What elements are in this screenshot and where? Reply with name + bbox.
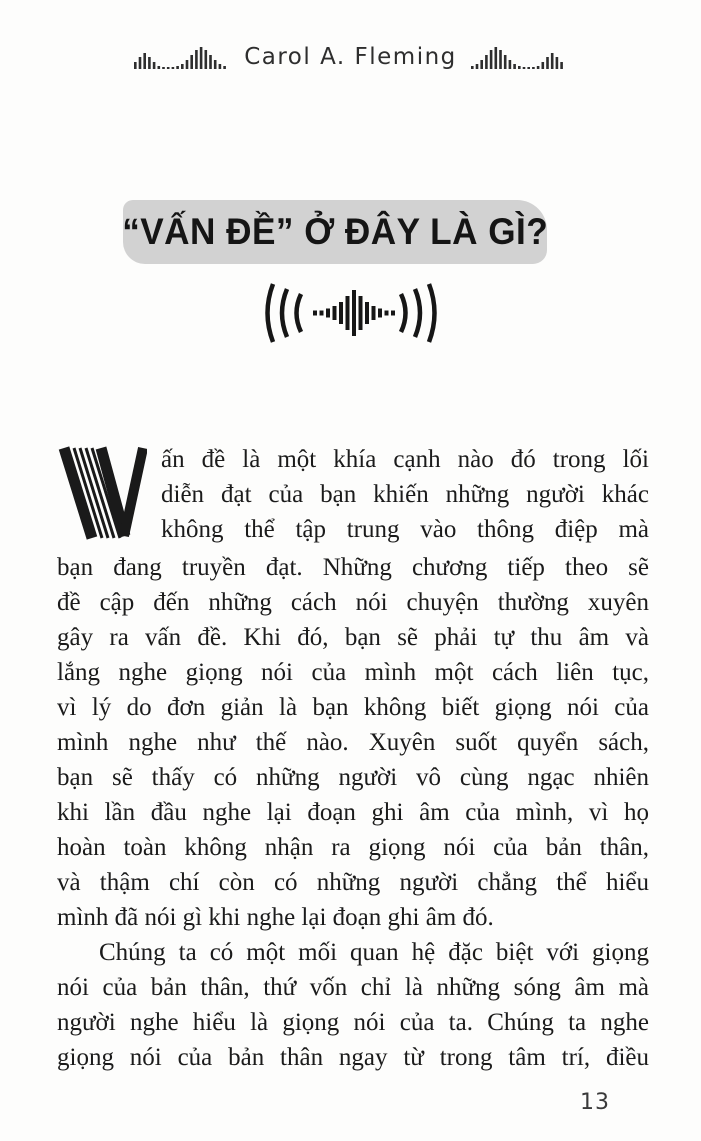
text-line: hoàn toàn không nhận ra giọng nói của bản thân, bbox=[57, 834, 649, 861]
text-line: không thể tập trung vào thông điệp mà bbox=[161, 516, 649, 543]
chapter-title: “VẤN ĐỀ” Ở ĐÂY LÀ GÌ? bbox=[122, 211, 549, 252]
dropcap-letter-v-icon bbox=[57, 446, 147, 550]
page-header bbox=[0, 44, 701, 70]
author-name: Carol A. Fleming bbox=[244, 44, 457, 70]
text-line: đề cập đến những cách nói chuyện thường xuyên bbox=[57, 589, 649, 616]
sound-wave-icon bbox=[0, 281, 701, 345]
text-line: lắng nghe giọng nói của mình một cách liên tục, bbox=[57, 659, 649, 686]
text-line: diễn đạt của bạn khiến những người khác bbox=[161, 481, 649, 508]
page-number: 13 bbox=[580, 1090, 610, 1115]
text-line: bạn đang truyền đạt. Những chương tiếp theo sẽ bbox=[57, 554, 649, 581]
text-line: Chúng ta có một mối quan hệ đặc biệt với giọng bbox=[99, 939, 649, 966]
text-line: khi lần đầu nghe lại đoạn ghi âm của mình, vì họ bbox=[57, 799, 649, 826]
text-line: nói của bản thân, thứ vốn chỉ là những sóng âm mà bbox=[57, 974, 649, 1001]
waveform-icon bbox=[134, 45, 230, 69]
body-text bbox=[57, 442, 649, 1075]
text-line: mình nghe như thế nào. Xuyên suốt quyển sách, bbox=[57, 729, 649, 756]
waveform-icon bbox=[471, 45, 567, 69]
dropcap-lines bbox=[161, 442, 649, 547]
chapter-title-banner bbox=[123, 200, 547, 264]
paragraph-opening bbox=[57, 442, 649, 550]
text-line: và thậm chí còn có những người chẳng thể hiểu bbox=[57, 869, 649, 896]
text-line: giọng nói của bản thân ngay từ trong tâm trí, điều bbox=[57, 1044, 649, 1071]
text-line: mình đã nói gì khi nghe lại đoạn ghi âm đó. bbox=[57, 904, 494, 931]
text-line: gây ra vấn đề. Khi đó, bạn sẽ phải tự thu âm và bbox=[57, 624, 649, 651]
text-line: ấn đề là một khía cạnh nào đó trong lối bbox=[161, 446, 649, 473]
text-line: người nghe hiểu là giọng nói của ta. Chúng ta nghe bbox=[57, 1009, 649, 1036]
text-line: bạn sẽ thấy có những người vô cùng ngạc nhiên bbox=[57, 764, 649, 791]
text-line: vì lý do đơn giản là bạn không biết giọng nói của bbox=[57, 694, 649, 721]
